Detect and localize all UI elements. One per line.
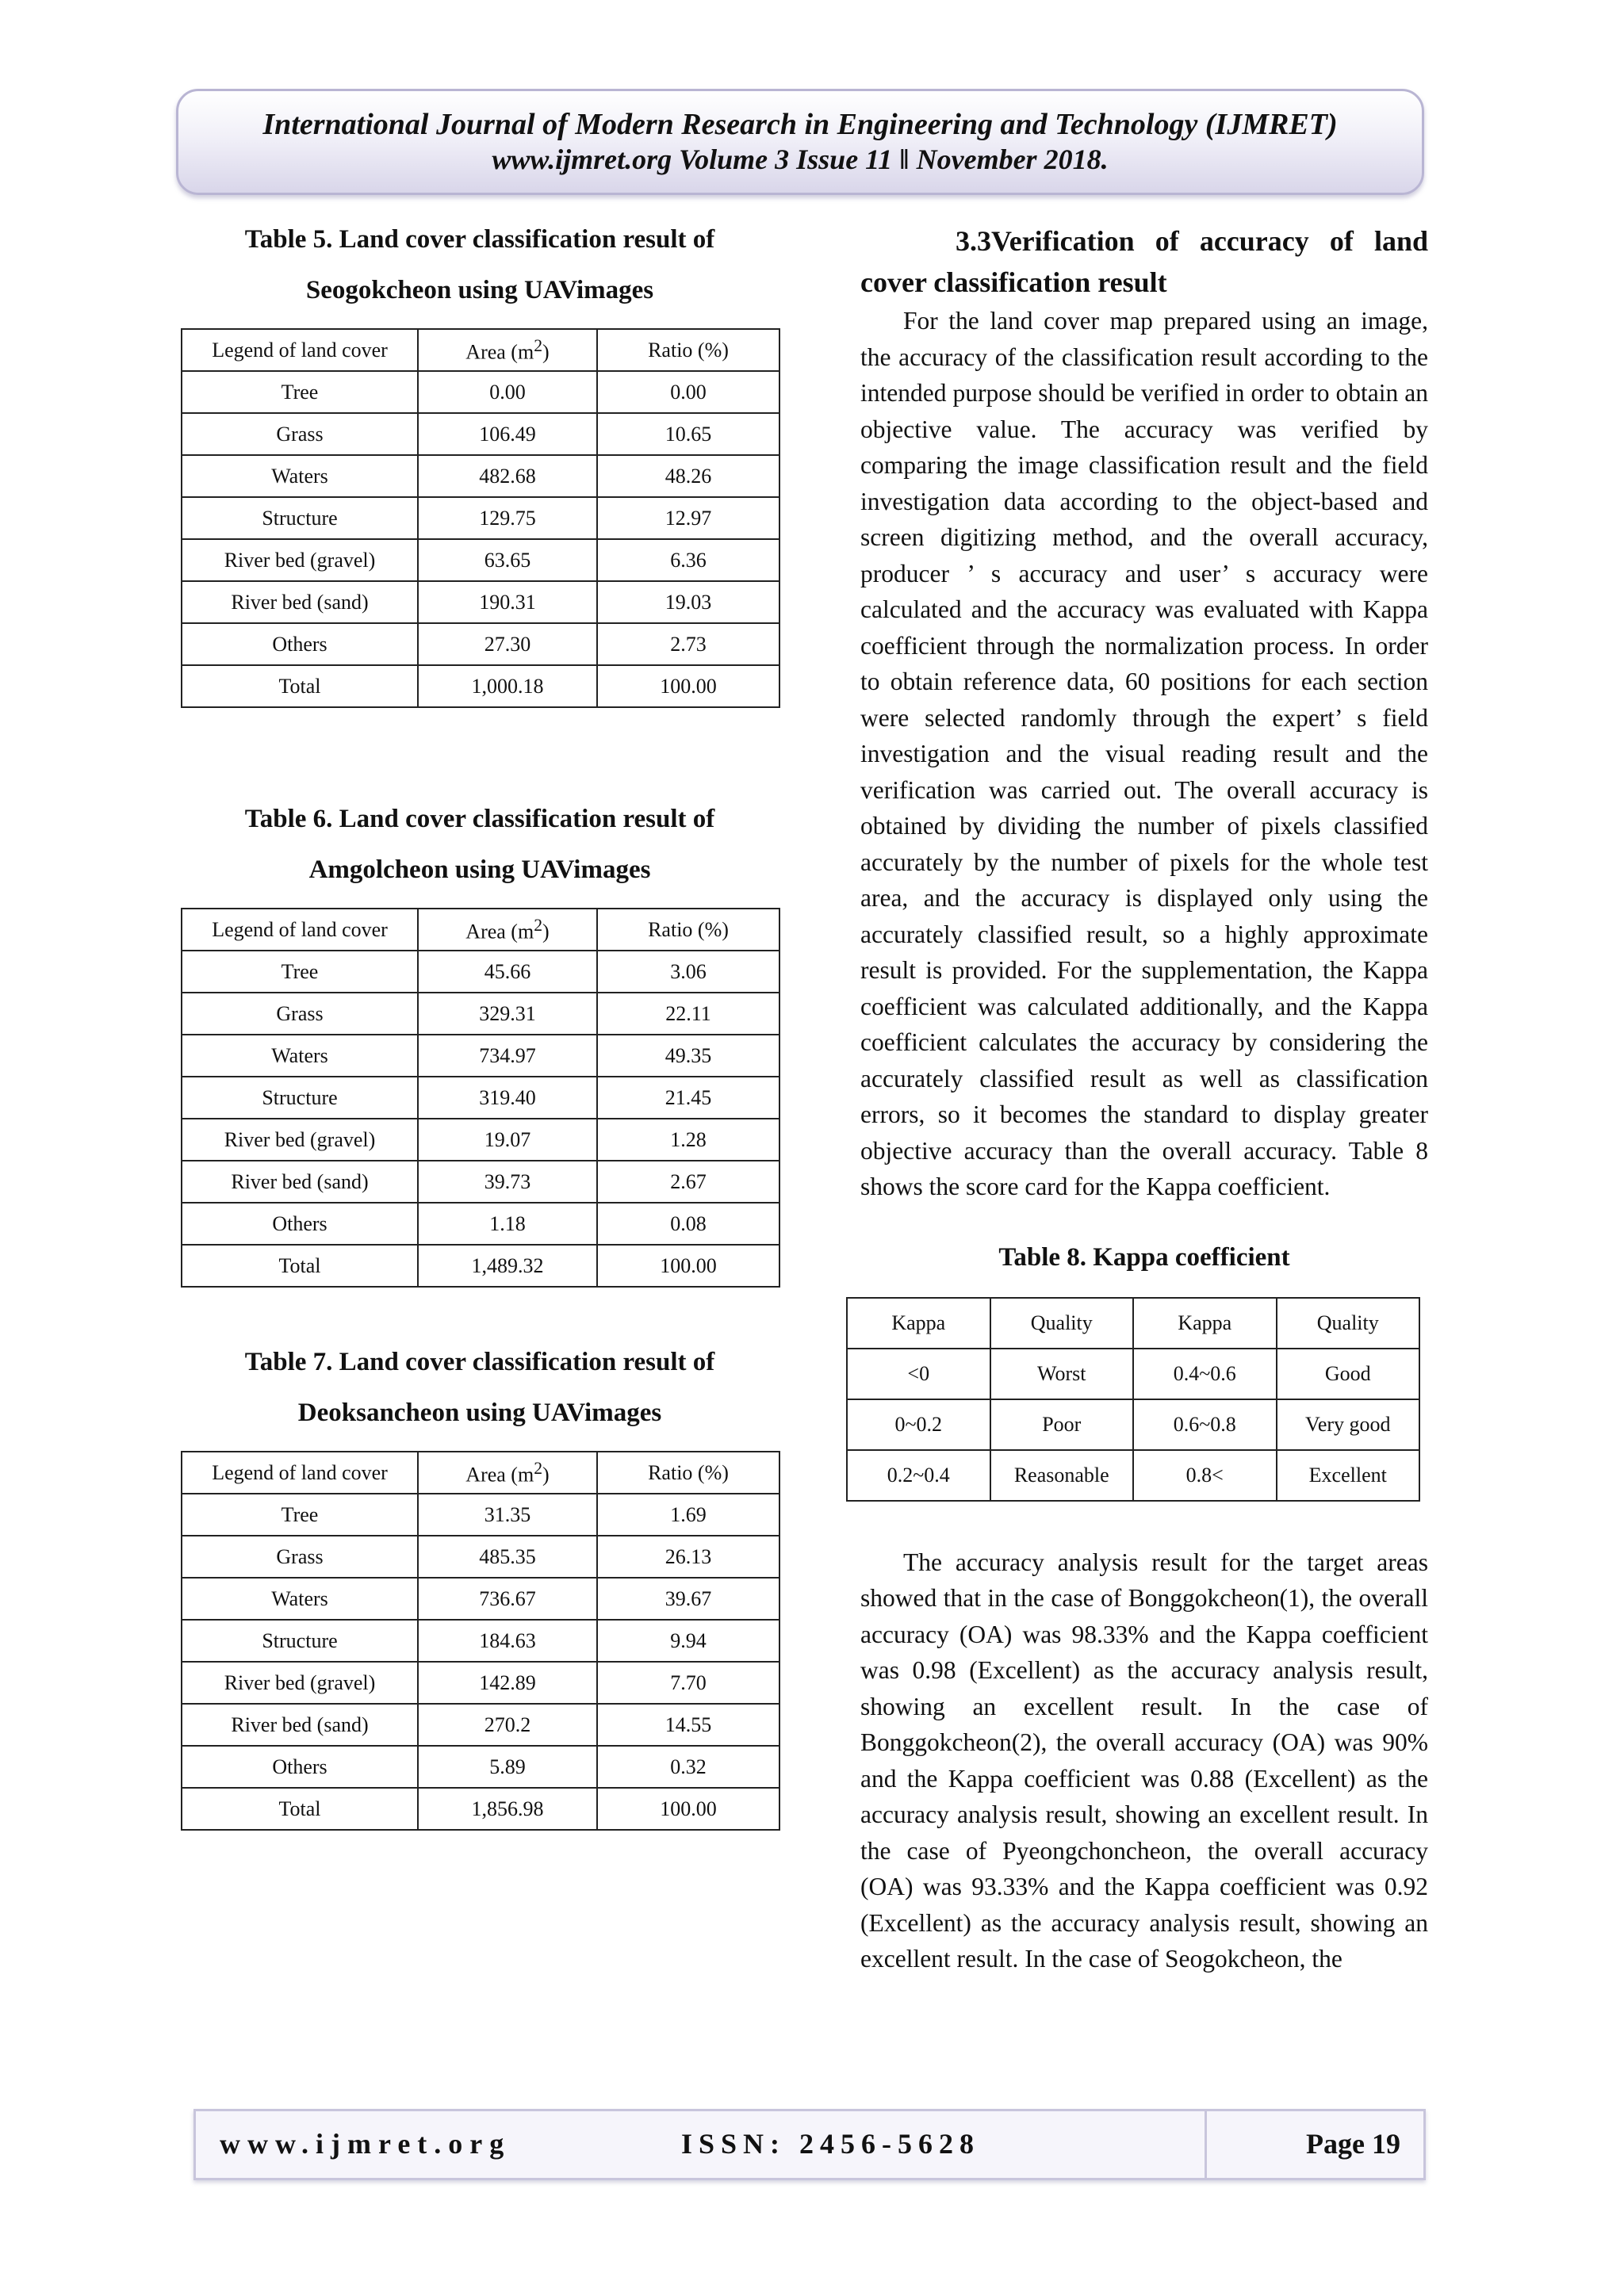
table-row [182,665,779,707]
table-header-row [182,329,779,371]
table-row [847,1450,1419,1501]
cell-quality: Very good [1277,1399,1420,1450]
journal-title: International Journal of Modern Research in Engineering and Technology (IJMRET) [262,108,1338,141]
footer-page-number: Page 19 [1306,2128,1400,2160]
cell-legend: River bed (gravel) [182,1119,418,1161]
cell-ratio: 14.55 [597,1704,779,1746]
cell-ratio: 10.65 [597,413,779,455]
journal-issue-line: www.ijmret.org Volume 3 Issue 11 ǁ November 2018. [492,144,1109,175]
cell-kappa: 0.8< [1133,1450,1277,1501]
table-row [182,497,779,539]
cell-ratio: 1.28 [597,1119,779,1161]
footer-issn: ISSN: 2456-5628 [681,2128,981,2160]
header-area-text: Area (m [465,920,534,943]
cell-legend: Grass [182,1536,418,1578]
table-row [182,1620,779,1662]
cell-area: 142.89 [418,1662,597,1704]
cell-legend: Total [182,665,418,707]
table-row [182,1035,779,1077]
section-title-line1: 3.3Verification of accuracy of land [956,225,1428,257]
cell-area: 63.65 [418,539,597,581]
cell-ratio: 48.26 [597,455,779,497]
header-quality: Quality [1277,1298,1420,1349]
cell-legend: Total [182,1245,418,1287]
header-area-sup: 2 [534,915,543,935]
table-row [182,1203,779,1245]
cell-area: 319.40 [418,1077,597,1119]
section-title [860,220,1428,303]
header-legend: Legend of land cover [182,329,418,371]
cell-legend: River bed (sand) [182,581,418,623]
cell-ratio: 6.36 [597,539,779,581]
table-header-row [182,1452,779,1494]
cell-ratio: 12.97 [597,497,779,539]
cell-area: 734.97 [418,1035,597,1077]
cell-legend: River bed (sand) [182,1161,418,1203]
cell-area: 39.73 [418,1161,597,1203]
cell-ratio: 100.00 [597,1788,779,1830]
table7 [181,1451,780,1831]
cell-legend: Others [182,1203,418,1245]
cell-legend: Tree [182,951,418,993]
table6-caption-line2: Amgolcheon using UAVimages [308,855,651,884]
cell-legend: River bed (gravel) [182,539,418,581]
table6-caption-line1: Table 6. Land cover classification result of [244,805,715,833]
cell-area: 106.49 [418,413,597,455]
cell-area: 5.89 [418,1746,597,1788]
cell-area: 482.68 [418,455,597,497]
cell-area: 1,856.98 [418,1788,597,1830]
table6-caption [181,794,779,895]
cell-ratio: 22.11 [597,993,779,1035]
cell-legend: Others [182,623,418,665]
table-header-row [182,909,779,951]
cell-ratio: 19.03 [597,581,779,623]
cell-ratio: 0.32 [597,1746,779,1788]
left-column [181,214,779,1831]
table7-caption-line2: Deoksancheon using UAVimages [297,1399,662,1427]
table-row [847,1349,1419,1399]
header-area-sup: 2 [534,1458,543,1478]
cell-area: 736.67 [418,1578,597,1620]
cell-legend: Tree [182,371,418,413]
cell-ratio: 2.67 [597,1161,779,1203]
section-title-line2: cover classification result [860,266,1167,298]
table-row [182,951,779,993]
cell-legend: Total [182,1788,418,1830]
cell-area: 0.00 [418,371,597,413]
table-row [182,623,779,665]
cell-area: 1,489.32 [418,1245,597,1287]
cell-ratio: 3.06 [597,951,779,993]
cell-legend: Others [182,1746,418,1788]
table5-caption [181,214,779,316]
cell-area: 329.31 [418,993,597,1035]
cell-area: 27.30 [418,623,597,665]
cell-area: 19.07 [418,1119,597,1161]
footer-divider [1205,2111,1207,2178]
cell-ratio: 49.35 [597,1035,779,1077]
table-header-row [847,1298,1419,1349]
table7-caption [181,1337,779,1438]
header-area [418,909,597,951]
header-ratio: Ratio (%) [597,909,779,951]
cell-ratio: 26.13 [597,1536,779,1578]
table6 [181,908,780,1288]
cell-legend: Grass [182,993,418,1035]
cell-kappa: 0.4~0.6 [1133,1349,1277,1399]
cell-legend: Grass [182,413,418,455]
header-area-close: ) [542,1463,550,1487]
header-area-sup: 2 [534,335,543,355]
cell-ratio: 100.00 [597,665,779,707]
cell-quality: Good [1277,1349,1420,1399]
cell-area: 485.35 [418,1536,597,1578]
cell-ratio: 2.73 [597,623,779,665]
header-quality: Quality [990,1298,1134,1349]
table-row [182,1662,779,1704]
cell-area: 270.2 [418,1704,597,1746]
header-area-text: Area (m [465,1463,534,1487]
table-row [182,413,779,455]
cell-ratio: 7.70 [597,1662,779,1704]
cell-legend: Structure [182,1620,418,1662]
table5-caption-line1: Table 5. Land cover classification result of [244,225,715,254]
cell-legend: Waters [182,1035,418,1077]
table-row [182,1788,779,1830]
cell-area: 31.35 [418,1494,597,1536]
table-row [182,1536,779,1578]
cell-quality: Reasonable [990,1450,1134,1501]
cell-legend: Structure [182,1077,418,1119]
table-row [182,1704,779,1746]
cell-ratio: 39.67 [597,1578,779,1620]
header-area-text: Area (m [465,340,534,364]
header-area [418,1452,597,1494]
cell-area: 1.18 [418,1203,597,1245]
cell-ratio: 100.00 [597,1245,779,1287]
header-area-close: ) [542,340,550,364]
cell-ratio: 9.94 [597,1620,779,1662]
table5-caption-line2: Seogokcheon using UAVimages [305,276,654,304]
right-column [860,220,1428,1977]
body-paragraph-2: The accuracy analysis result for the target areas showed that in the case of Bonggokcheon(1), the overall accuracy (OA) was 98.33% and the Kappa coefficient was 0.98 (Excellent) as the accuracy analysis result, showing an excellent result. In the case of Bonggokcheon(2), the overall accuracy (OA) was 90% and the Kappa coefficient was 0.88 (Excellent) as the accuracy analysis result, showing an excellent result. In the case of Pyeongchoncheon, the overall accuracy (OA) was 93.33% and the Kappa coefficient was 0.92 (Excellent) as the accuracy analysis result, showing an excellent result. In the case of Seogokcheon, the [860,1548,1428,1973]
cell-kappa: 0.2~0.4 [847,1450,990,1501]
header-legend: Legend of land cover [182,1452,418,1494]
cell-area: 190.31 [418,581,597,623]
cell-quality: Excellent [1277,1450,1420,1501]
cell-area: 184.63 [418,1620,597,1662]
cell-legend: River bed (sand) [182,1704,418,1746]
header-area [418,329,597,371]
header-ratio: Ratio (%) [597,1452,779,1494]
footer-website: www.ijmret.org [220,2128,511,2160]
table-row [182,581,779,623]
table-row [182,455,779,497]
table-row [182,1161,779,1203]
cell-legend: Structure [182,497,418,539]
table-row [182,1077,779,1119]
table-row [847,1399,1419,1450]
cell-area: 129.75 [418,497,597,539]
cell-kappa: 0~0.2 [847,1399,990,1450]
cell-quality: Worst [990,1349,1134,1399]
cell-ratio: 1.69 [597,1494,779,1536]
table-row [182,993,779,1035]
cell-area: 45.66 [418,951,597,993]
table-row [182,1494,779,1536]
table-row [182,371,779,413]
table8-caption: Table 8. Kappa coefficient [998,1242,1290,1272]
page-footer [193,2109,1426,2180]
cell-kappa: <0 [847,1349,990,1399]
body-paragraph-1: For the land cover map prepared using an image, the accuracy of the classification result according to the intended purpose should be verified in order to obtain an objective value. The accuracy was verified by comparing the image classification result and the field investigation data according to the object-based and screen digitizing method, and the overall accuracy, producer ’ s accuracy and user’ s accuracy were calculated and the accuracy was evaluated with Kappa coefficient through the normalization process. In order to obtain reference data, 60 positions for each section were selected randomly through the expert’ s field investigation and the visual reading result and the verification was carried out. The overall accuracy is obtained by dividing the number of pixels classified accurately by the number of pixels for the whole test area, and the accuracy is displayed only using the accurately classified result, so a highly approximate result is provided. For the supplementation, the Kappa coefficient was calculated additionally, and the Kappa coefficient calculates the accuracy by considering the accurately classified result as well as classification errors, so it becomes the standard to display greater objective accuracy than the overall accuracy. Table 8 shows the score card for the Kappa coefficient. [860,307,1428,1200]
cell-ratio: 0.00 [597,371,779,413]
table-row [182,1119,779,1161]
journal-header [176,89,1424,195]
table-row [182,539,779,581]
header-ratio: Ratio (%) [597,329,779,371]
table-row [182,1578,779,1620]
cell-legend: Tree [182,1494,418,1536]
cell-quality: Poor [990,1399,1134,1450]
cell-legend: River bed (gravel) [182,1662,418,1704]
cell-ratio: 0.08 [597,1203,779,1245]
header-kappa: Kappa [1133,1298,1277,1349]
cell-legend: Waters [182,455,418,497]
table-row [182,1245,779,1287]
table8 [846,1297,1420,1502]
header-area-close: ) [542,920,550,943]
header-kappa: Kappa [847,1298,990,1349]
cell-kappa: 0.6~0.8 [1133,1399,1277,1450]
cell-area: 1,000.18 [418,665,597,707]
cell-legend: Waters [182,1578,418,1620]
cell-ratio: 21.45 [597,1077,779,1119]
header-legend: Legend of land cover [182,909,418,951]
table7-caption-line1: Table 7. Land cover classification result of [244,1348,715,1376]
table5 [181,328,780,708]
table-row [182,1746,779,1788]
